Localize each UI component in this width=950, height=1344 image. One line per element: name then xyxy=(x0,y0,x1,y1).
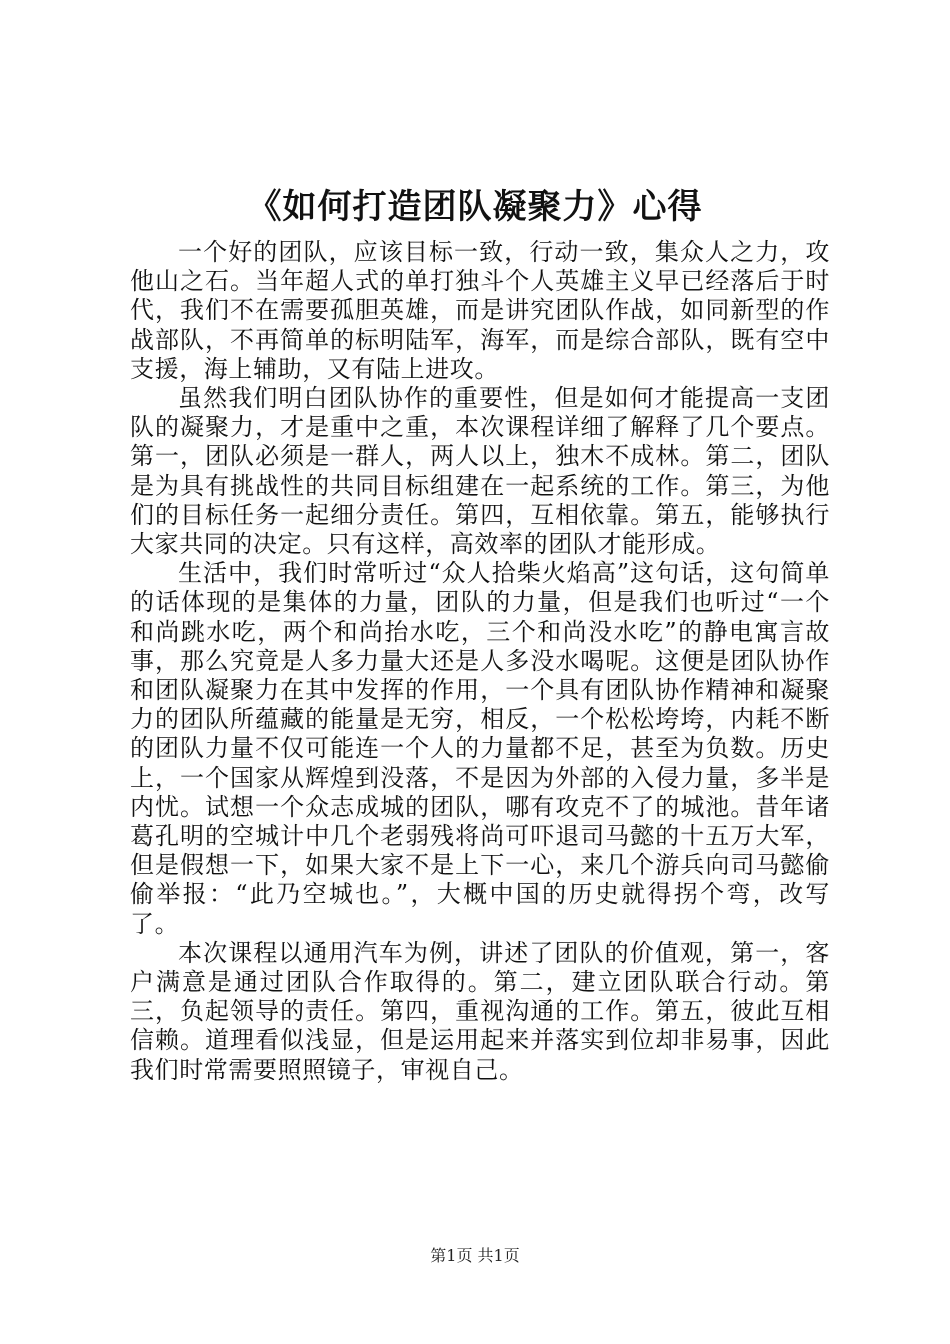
body-paragraph-3: 生活中，我们时常听过“众人拾柴火焰高”这句话，这句简单的话体现的是集体的力量，团队的力量，但是我们也听过“一个和尚跳水吃，两个和尚抬水吃，三个和尚没水吃”的静电寓言故事，那么究竟是人多力量大还是人多没水喝呢。这便是团队协作和团队凝聚力在其中发挥的作用，一个具有团队协作精神和凝聚力的团队所蕴藏的能量是无穷，相反，一个松松垮垮，内耗不断的团队力量不仅可能连一个人的力量都不足，甚至为负数。历史上，一个国家从辉煌到没落，不是因为外部的入侵力量，多半是内忧。试想一个众志成城的团队，哪有攻克不了的城池。昔年诸葛孔明的空城计中几个老弱残将尚可吓退司马懿的十五万大军，但是假想一下，如果大家不是上下一心，来几个游兵向司马懿偷偷举报：“此乃空城也。”，大概中国的历史就得拐个弯，改写了。 xyxy=(130,559,830,938)
body-paragraph-2: 虽然我们明白团队协作的重要性，但是如何才能提高一支团队的凝聚力，才是重中之重，本次课程详细了解释了几个要点。第一，团队必须是一群人，两人以上，独木不成林。第二，团队是为具有挑战性的共同目标组建在一起系统的工作。第三，为他们的目标任务一起细分责任。第四，互相依靠。第五，能够执行大家共同的决定。只有这样，高效率的团队才能形成。 xyxy=(130,384,830,559)
document-title: 《如何打造团队凝聚力》心得 xyxy=(247,187,703,227)
body-paragraph-1: 一个好的团队，应该目标一致，行动一致，集众人之力，攻他山之石。当年超人式的单打独斗个人英雄主义早已经落后于时代，我们不在需要孤胆英雄，而是讲究团队作战，如同新型的作战部队，不再简单的标明陆军，海军，而是综合部队，既有空中支援，海上辅助，又有陆上进攻。 xyxy=(130,238,830,383)
document-body xyxy=(130,238,830,1085)
page-number-footer: 第1页 共1页 xyxy=(430,1246,520,1265)
body-paragraph-4: 本次课程以通用汽车为例，讲述了团队的价值观，第一，客户满意是通过团队合作取得的。第二，建立团队联合行动。第三，负起领导的责任。第四，重视沟通的工作。第五，彼此互相信赖。道理看似浅显，但是运用起来并落实到位却非易事，因此我们时常需要照照镜子，审视自己。 xyxy=(130,938,830,1084)
